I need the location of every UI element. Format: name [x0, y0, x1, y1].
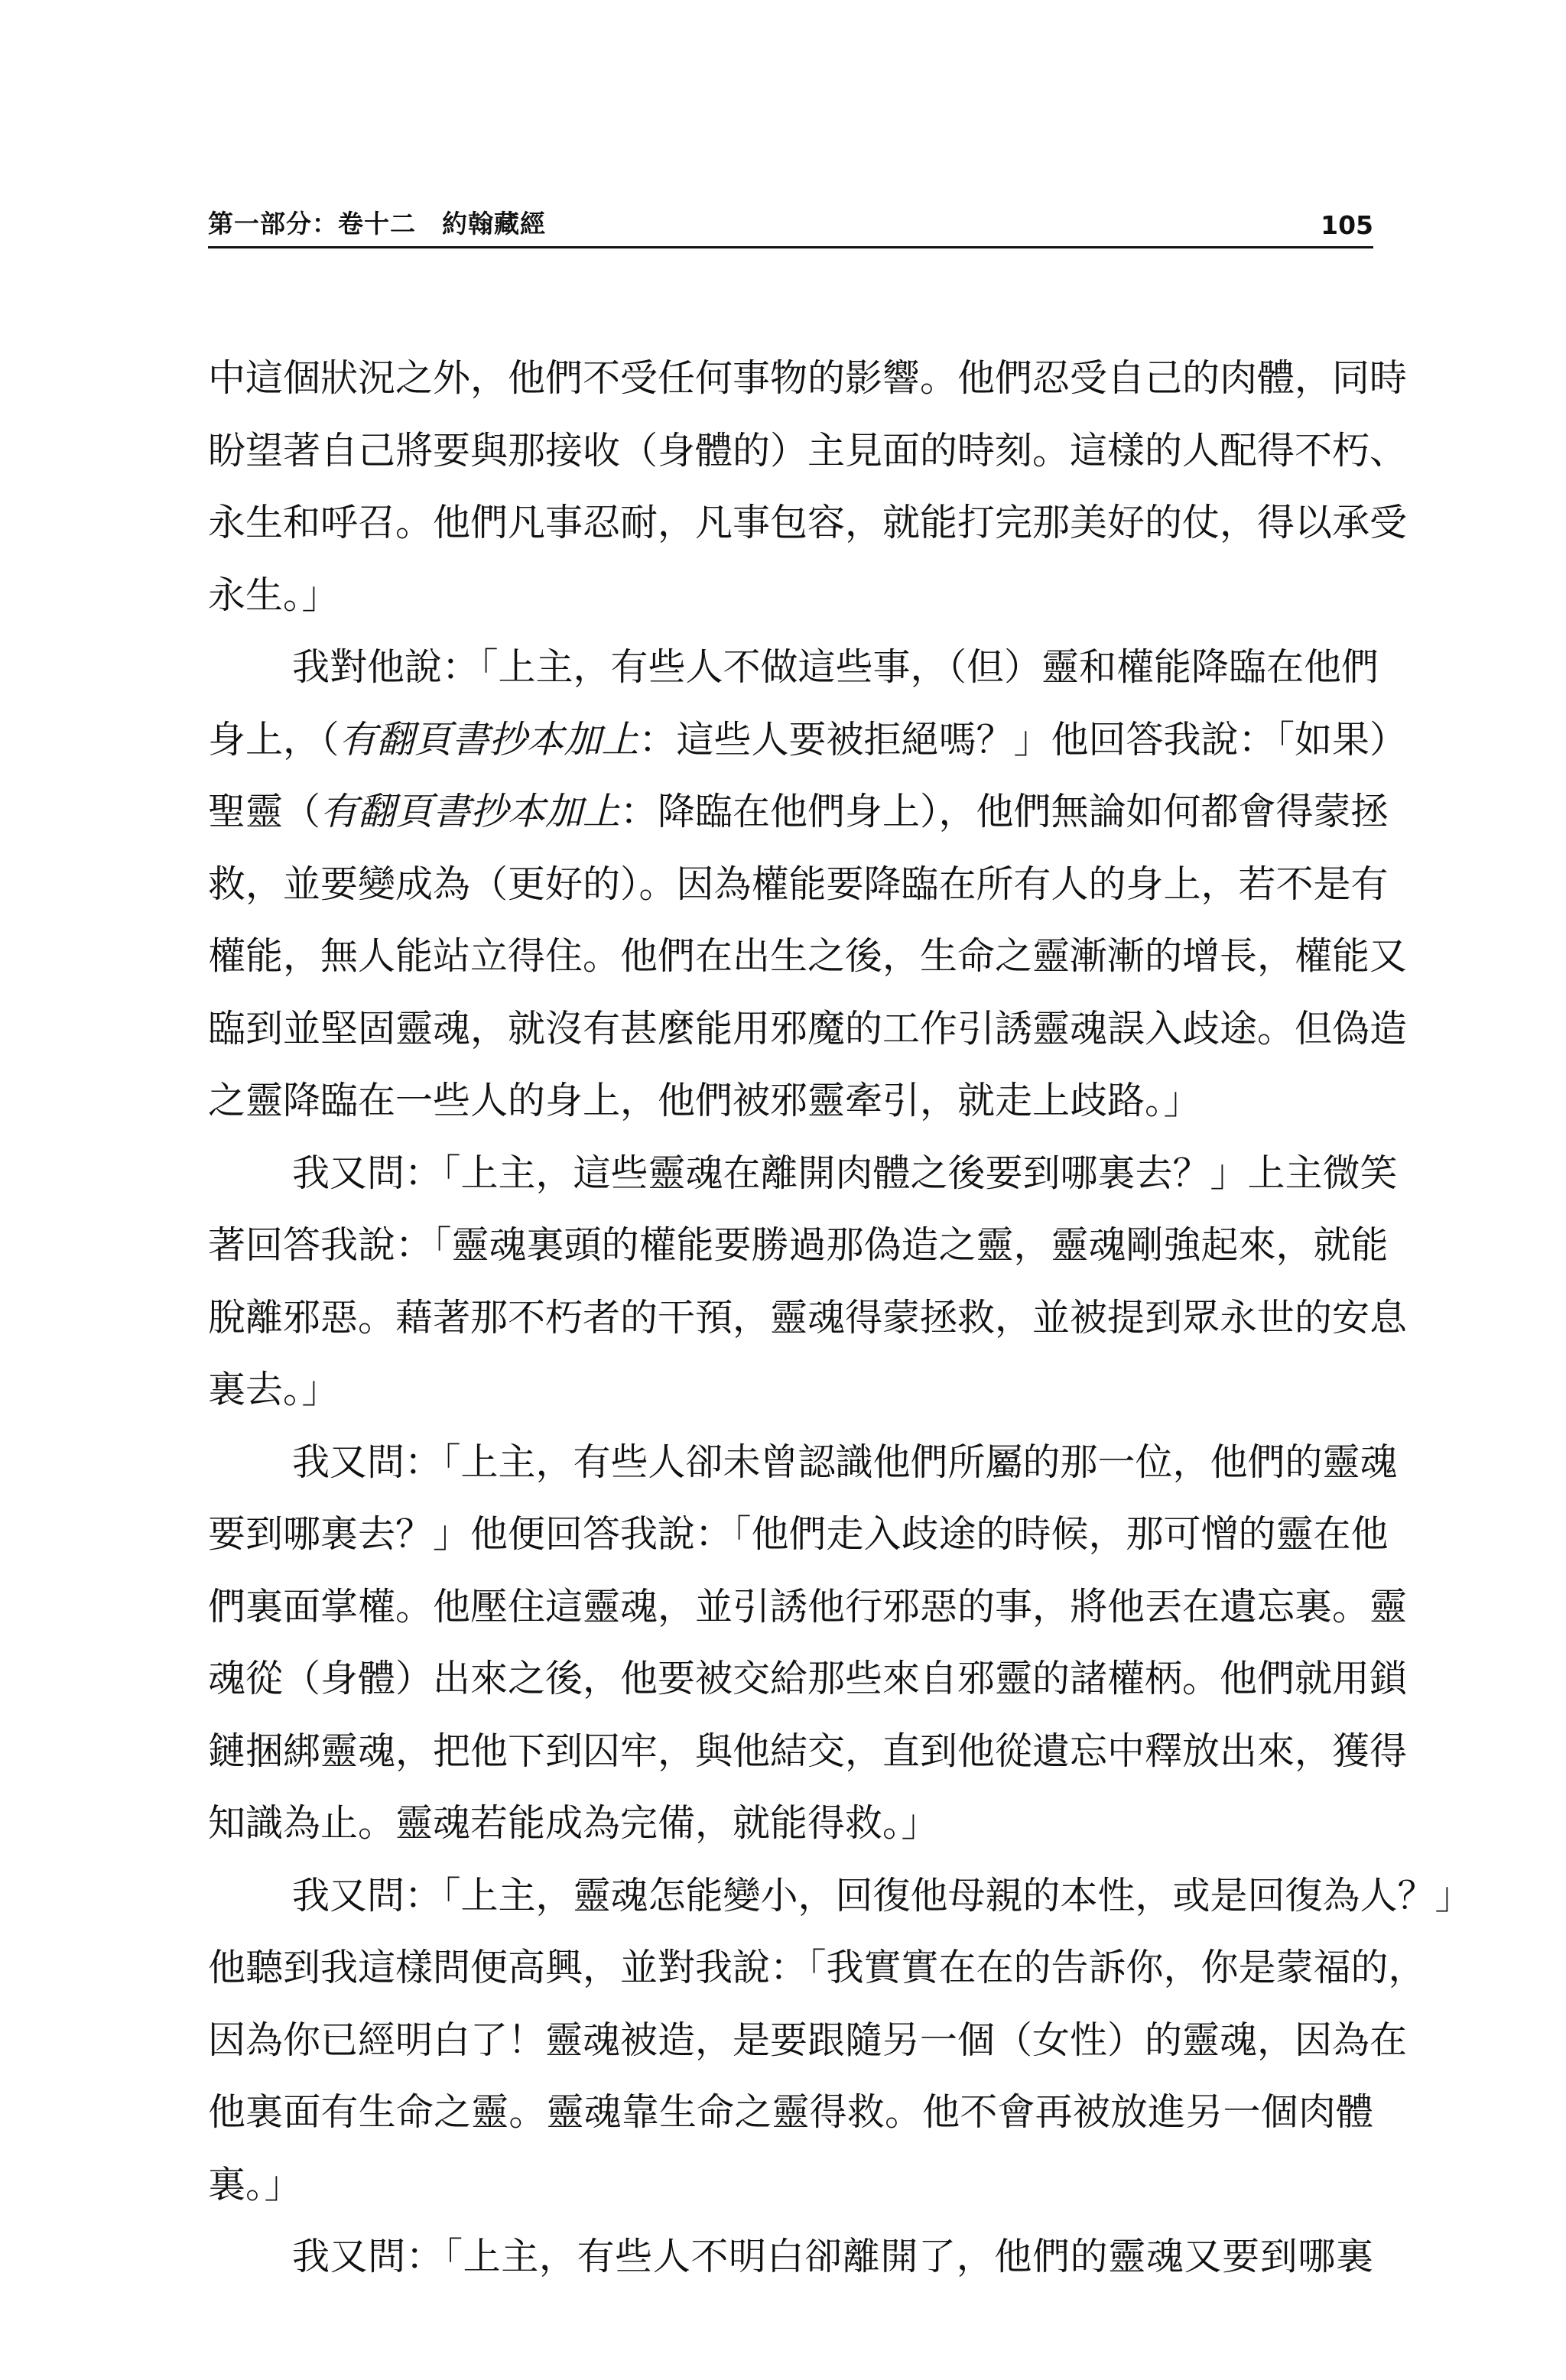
editorial-note: 有翻頁書抄本加上 — [339, 717, 639, 761]
text-line: 我又問：「上主，有些人不明白卻離開了，他們的靈魂又要到哪裏 — [292, 2235, 1373, 2278]
text-line: 他裏面有生命之靈。靈魂靠生命之靈得救。他不會再被放進另一個肉體 — [208, 2090, 1373, 2134]
text-line: 權能，無人能站立得住。他們在出生之後，生命之靈漸漸的增長，權能又 — [208, 934, 1408, 978]
text-line: 鏈捆綁靈魂，把他下到囚牢，與他結交，直到他從遺忘中釋放出來，獲得 — [208, 1729, 1408, 1773]
text-line: 我又問：「上主，有些人卻未曾認識他們所屬的那一位，他們的靈魂 — [292, 1440, 1398, 1484]
text-line: 們裏面掌權。他壓住這靈魂，並引誘他行邪惡的事，將他丟在遺忘裏。靈 — [208, 1584, 1408, 1628]
text-line: 我又問：「上主，靈魂怎能變小，回復他母親的本性，或是回復為人？」 — [292, 1873, 1473, 1917]
text-segment: ：這些人要被拒絕嗎？」他回答我說：「如果） — [638, 717, 1408, 761]
paragraph — [208, 1427, 1408, 1860]
text-line: 救，並要變成為（更好的）。因為權能要降臨在所有人的身上，若不是有 — [208, 862, 1389, 906]
text-line: 魂從（身體）出來之後，他要被交給那些來自邪靈的諸權柄。他們就用鎖 — [208, 1657, 1408, 1700]
paragraph — [208, 632, 1408, 1138]
text-line: 知識為止。靈魂若能成為完備，就能得救。」 — [208, 1801, 939, 1845]
page-number: 105 — [1321, 210, 1373, 240]
text-line: 裏。」 — [208, 2162, 302, 2206]
text-line: 他聽到我這樣問便高興，並對我說：「我實實在在的告訴你，你是蒙福的， — [208, 1946, 1426, 1989]
text-line: 中這個狀況之外，他們不受任何事物的影響。他們忍受自己的肉體，同時 — [208, 356, 1408, 400]
text-segment: 身上，（ — [208, 717, 340, 761]
paragraph — [208, 343, 1408, 632]
running-header — [208, 200, 1373, 248]
text-line: 永生。」 — [208, 573, 340, 617]
text-line: 我又問：「上主，這些靈魂在離開肉體之後要到哪裏去？」上主微笑 — [292, 1151, 1398, 1195]
text-line: 永生和呼召。他們凡事忍耐，凡事包容，就能打完那美好的仗，得以承受 — [208, 501, 1408, 544]
text-line: 脫離邪惡。藉著那不朽者的干預，靈魂得蒙拯救，並被提到眾永世的安息 — [208, 1295, 1408, 1339]
text-line: 要到哪裏去？」他便回答我說：「他們走入歧途的時候，那可憎的靈在他 — [208, 1512, 1389, 1556]
text-line: 盼望著自己將要與那接收（身體的）主見面的時刻。這樣的人配得不朽、 — [208, 428, 1408, 472]
text-line: 裏去。」 — [208, 1368, 340, 1411]
text-line: 因為你已經明白了！靈魂被造，是要跟隨另一個（女性）的靈魂，因為在 — [208, 2018, 1408, 2062]
paragraph — [208, 1138, 1408, 1427]
text-segment: ：降臨在他們身上），他們無論如何都會得蒙拯 — [620, 790, 1389, 833]
text-line: 之靈降臨在一些人的身上，他們被邪靈牽引，就走上歧路。」 — [208, 1079, 1201, 1122]
paragraph — [208, 1860, 1473, 2222]
paragraph — [208, 2221, 1373, 2294]
text-segment: 聖靈（ — [208, 790, 321, 833]
editorial-note: 有翻頁書抄本加上 — [320, 790, 621, 833]
text-line: 我對他說：「上主，有些人不做這些事，（但）靈和權能降臨在他們 — [292, 645, 1379, 689]
text-line — [208, 776, 1389, 849]
text-line: 著回答我說：「靈魂裏頭的權能要勝過那偽造之靈，靈魂剛強起來，就能 — [208, 1223, 1389, 1267]
body-text — [208, 343, 1473, 2294]
text-line: 臨到並堅固靈魂，就沒有甚麼能用邪魔的工作引誘靈魂誤入歧途。但偽造 — [208, 1006, 1408, 1050]
running-header-title: 第一部分：卷十二 約翰藏經 — [208, 209, 546, 239]
text-line — [208, 704, 1408, 777]
